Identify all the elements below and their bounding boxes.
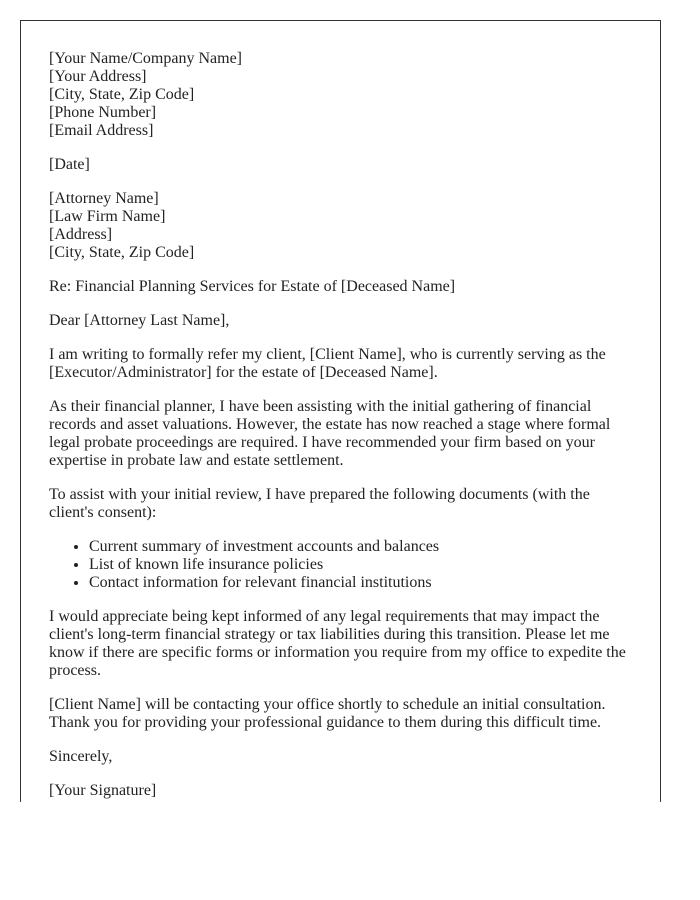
documents-list [49, 538, 632, 592]
sender-email: [Email Address] [49, 122, 154, 139]
body-paragraph-request: I would appreciate being kept informed of any legal requirements that may impact the client's long-term financial strategy or tax liabilities during this transition. Please let me know if there are specific forms or information you require from my office to expedite the process. [49, 608, 626, 679]
salutation: Dear [Attorney Last Name], [49, 312, 230, 329]
recipient-law-firm: [Law Firm Name] [49, 208, 166, 225]
list-item: • List of known life insurance policies [89, 556, 632, 574]
recipient-city-state-zip: [City, State, Zip Code] [49, 244, 195, 261]
list-item: • Current summary of investment accounts and balances [89, 538, 632, 556]
body-paragraph-background: As their financial planner, I have been assisting with the initial gathering of financial records and asset valuations. However, the estate has now reached a stage where formal legal probate proceedings are required. I have recommended your firm based on your expertise in probate law and estate settlement. [49, 398, 611, 469]
recipient-address: [Address] [49, 226, 113, 243]
sender-address: [Your Address] [49, 68, 147, 85]
letter-date: [Date] [49, 156, 90, 173]
sender-block [49, 50, 632, 140]
sender-name: [Your Name/Company Name] [49, 50, 243, 67]
body-paragraph-referral: I am writing to formally refer my client, [Client Name], who is currently serving as the [Executor/Administrator] for the estate of [Deceased Name]. [49, 346, 606, 381]
sender-city-state-zip: [City, State, Zip Code] [49, 86, 195, 103]
sign-off: Sincerely, [49, 748, 113, 765]
subject-line: Re: Financial Planning Services for Estate of [Deceased Name] [49, 278, 456, 295]
recipient-block [49, 190, 632, 262]
body-paragraph-documents-intro: To assist with your initial review, I have prepared the following documents (with the client's consent): [49, 486, 590, 521]
signature: [Your Signature] [49, 782, 157, 799]
letter-document [20, 20, 661, 802]
list-item: • Contact information for relevant financial institutions [89, 574, 632, 592]
recipient-attorney-name: [Attorney Name] [49, 190, 159, 207]
body-paragraph-consultation: [Client Name] will be contacting your office shortly to schedule an initial consultation. Thank you for providing your professional guidance to them during this difficult time. [49, 696, 606, 731]
sender-phone: [Phone Number] [49, 104, 157, 121]
